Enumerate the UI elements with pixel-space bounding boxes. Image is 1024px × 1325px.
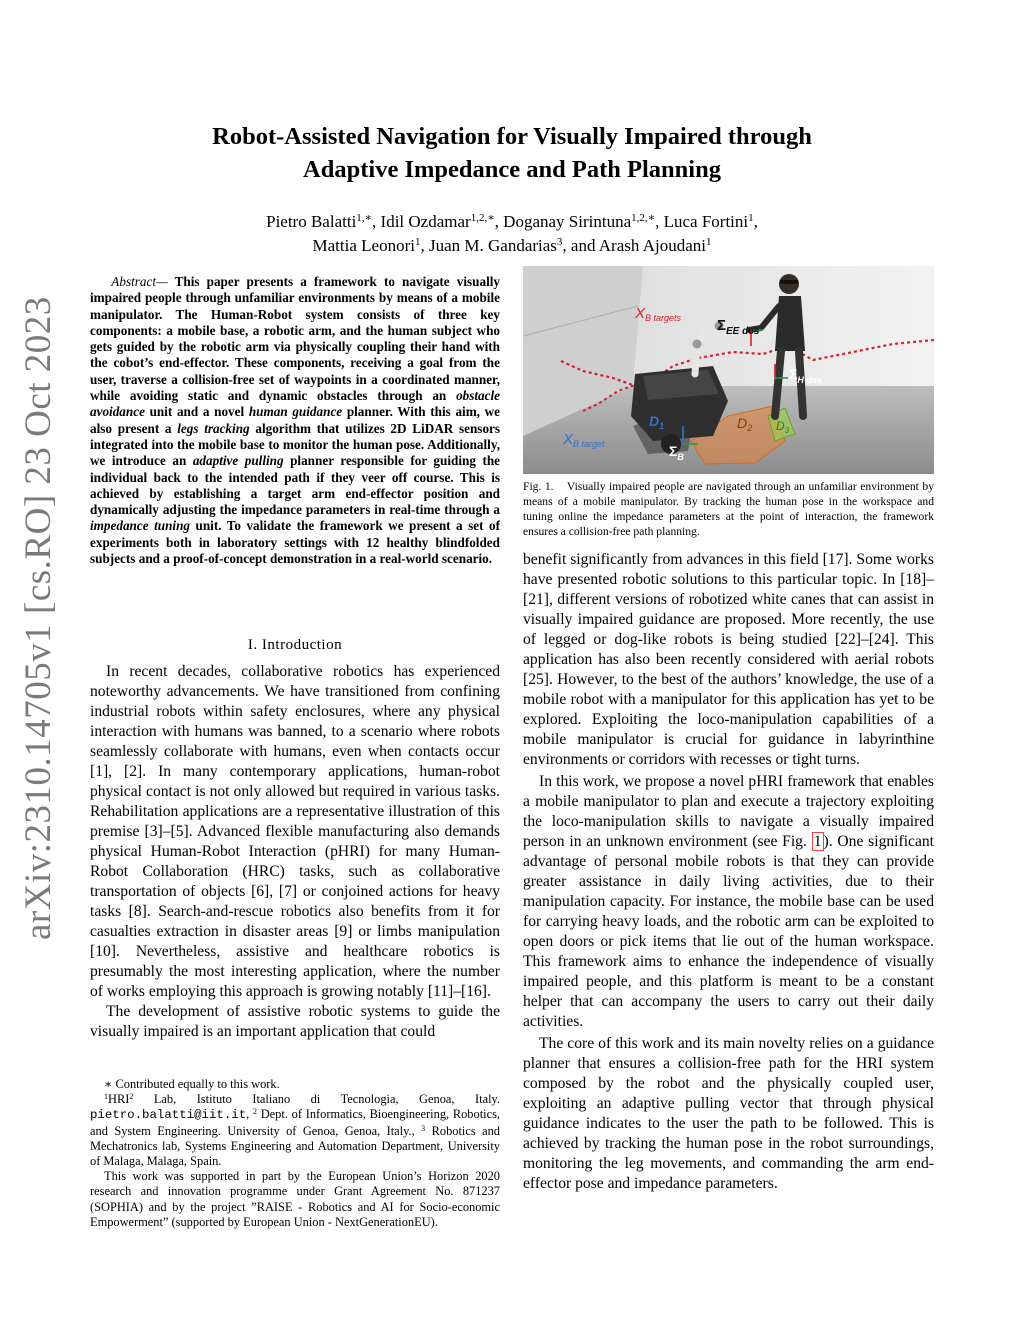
author-name: Idil Ozdamar [380,212,471,231]
separator: , [753,212,758,231]
paragraph: benefit significantly from advances in this field [17]. Some works have presented robotic solutions to this particular topic. In [18]–[21], different versions of robotized white canes that can assist in visually impaired guidance are proposed. More recently, the use of legged or dog-like robots is being studied [22]–[24]. This application has also been recently considered with aerial robots [25]. However, to the best of the authors’ knowledge, the use of a mobile robot with a manipulator for this application has yet to be explored. Exploiting the loco-manipulation capabilities of a mobile manipulator is crucial for guidance in labyrinthine environments or corridors with recesses or tight turns. [523,551,934,768]
separator: , [494,212,499,231]
author-line-2 [90,234,934,258]
affiliation-mark: 1,2,∗ [631,212,656,224]
abstract-label: Abstract— [111,274,168,289]
figure-caption [523,479,934,539]
footnotes [90,1077,500,1230]
separator: , [372,212,377,231]
author-name: Pietro Balatti [266,212,357,231]
footnote-mark: 3 [421,1123,426,1133]
footnote-text: Dept. of Informatics, Bioengineering, Robotics, and System Engineering. University of Genoa, Genoa, Italy., [90,1107,500,1138]
email-link[interactable]: pietro.balatti@iit.it [90,1108,247,1123]
caption-text: Visually impaired people are navigated through an unfamiliar environment by means of a mobile manipulator. By tracking the human pose in the workspace and tuning online the impedance parameters at the point of interaction, the framework ensures a collision-free path planning. [523,480,934,538]
abstract-text: algorithm that utilizes 2D LiDAR sensors integrated into the mobile base to monitor the human pose. Additionally, we introduce an [90,420,501,469]
abstract-text: planner responsible for guiding the individual back to the intended path if they veer off course. This is achieved by establishing a target arm end-effector position and dynamically adjusting the impedance parameters in real-time through a [90,453,501,518]
affiliation-mark: 1,2,∗ [470,212,495,224]
footnote-affiliations [90,1092,500,1169]
arxiv-watermark: arXiv:2310.14705v1 [cs.RO] 23 Oct 2023 [18,296,59,940]
abstract-text: planner. With this aim, we also present a [90,404,501,436]
author-list [90,210,934,258]
label-d3: $D_3$ [776,419,790,435]
abstract-term: legs tracking [177,420,250,436]
figure-1 [523,266,934,474]
separator: , [655,212,660,231]
affiliation-mark: 1,∗ [356,212,373,224]
paragraph: In recent decades, collaborative robotics has experienced noteworthy advancements. We have transitioned from confining industrial robots within safety enclosures, where any physical interaction with humans was banned, to a scenario where robots seamlessly collaborate with humans, even when contacts occur [1], [2]. In many contemporary applications, human-robot physical contact is not only allowed but required in various tasks. Rehabilitation applications are a representative illustration of this premise [3]–[5]. Advanced flexible manufacturing also demands physical Human-Robot Interaction (pHRI) for many Human-Robot Collaboration (HRC) tasks, such as collaborative transportation of objects [6], [7] or conjoined actions for heavy tasks [8]. Search-and-rescue robotics also benefits from it for casualties extraction in disaster areas [9] or limbs manipulation [10]. Nevertheless, assistive and healthcare robotics is presumably the most interesting application, where the number of works employing this approach is growing notably [11]–[16]. [90,663,500,1000]
paragraph: The core of this work and its main novelty relies on a guidance planner that ensures a collision-free path for the HRI system composed by the robot and the physically coupled user, exploiting an adaptive pulling vector that through physical guidance indicates to the user the path to be followed. This is achieved by tracking the human pose in the robot surroundings, monitoring the leg movements, and commanding the arm end-effector pose and impedance parameters. [523,1035,934,1192]
footnote-equal-contribution: ∗ Contributed equally to this work. [104,1077,280,1091]
abstract [90,274,500,567]
footnote-funding: This work was supported in part by the European Union’s Horizon 2020 research and innovation programme under Grant Agreement No. 871237 (SOPHIA) and by the project ”RAISE - Robotics and AI for Socio-economic Empowerment” (supported by European Union - NextGenerationEU). [90,1169,500,1229]
label-d1: $D_1$ [649,413,665,431]
figure-1-illustration [523,266,934,474]
right-column-body [523,550,934,1196]
author-name: Doganay Sirintuna [503,212,632,231]
abstract-term: impedance tuning [90,518,191,534]
affiliation-mark: 1 [748,212,754,224]
footnote-mark: 2 [253,1107,257,1117]
paragraph-text: In this work, we propose a novel pHRI framework that enables a mobile manipulator to plan and execute a trajectory exploiting the loco-manipulation skills to navigate a visually impaired person in an unknown environment (see Fig. [523,773,934,850]
label-sigma-h-des: $\Sigma_{H des}$ [789,366,822,385]
footnote-text: , [246,1107,250,1122]
affiliation-mark: 1 [414,236,421,248]
abstract-text: unit and a novel [149,404,245,420]
label-sigma-ee-des: $\Sigma_{EE des}$ [717,317,760,337]
label-xb-target: $X_{B target}$ [563,431,605,449]
left-column-body [90,662,500,1042]
author-line-1 [90,210,934,234]
label-sigma-b: $\Sigma_B$ [669,443,684,462]
caption-label: Fig. 1. [523,480,554,493]
author-name: Mattia Leonori [312,236,415,255]
paragraph [523,772,934,1032]
separator: , [420,236,425,255]
paragraph: The development of assistive robotic systems to guide the visually impaired is an important application that could [90,1003,500,1040]
footnote-text: Robotics and Mechatronics lab, Systems Engineering and Automation Department, University of Malaga, Malaga, Spain. [90,1123,500,1169]
abstract-term: human guidance [248,404,343,420]
arm-joint [693,340,702,349]
label-xb-targets: $X_{B targets}$ [635,305,682,323]
title-line-2: Adaptive Impedance and Path Planning [303,156,721,183]
abstract-term: obstacle avoidance [90,388,501,420]
label-d2: $D_2$ [737,415,753,433]
footnote-text: HRI [108,1092,130,1107]
author-name: Arash Ajoudani [598,236,706,255]
author-name: Juan M. Gandarias [428,236,557,255]
figure-reference-link[interactable]: 1 [813,833,822,850]
title-line-1: Robot-Assisted Navigation for Visually Impaired through [212,123,812,150]
affiliation-mark: 1 [705,236,712,248]
footnote-mark: 2 [129,1092,134,1102]
conjunction: and [570,236,596,255]
abstract-text: unit. To validate the framework we present a set of experiments both in laboratory settings with 12 healthy blindfolded subjects and a proof-of-concept demonstration in a real-world scenario. [90,518,500,567]
blindfold [780,280,798,284]
paragraph-text: ). One significant advantage of personal mobile robots is that they can provide greater assistance in daily living activities, due to their manipulation capacity. For instance, the mobile base can be used for carrying heavy loads, and the robotic arm can be exploited to open doors or pick items that lie out of the human workspace. This framework aims to enhance the independence of visually impaired people, and this platform is meant to be a constant helper that can accompany the users to carry out their daily activities. [523,833,934,1030]
paper-title [90,120,934,186]
section-heading: I. Introduction [247,637,343,653]
footnote-text: Lab, Istituto Italiano di Tecnologia, Genoa, Italy. [153,1092,500,1107]
affiliation-mark: 3 [556,236,563,248]
author-name: Luca Fortini [663,212,749,231]
abstract-term: adaptive pulling [192,453,284,469]
footnote-mark: 1 [104,1092,108,1102]
abstract-text: This paper presents a framework to navigate visually impaired people through unfamiliar environments by means of a mobile manipulator. The Human-Robot system consists of three key components: a mobile base, a robotic arm, and the human subject who gets guided by the robotic arm via physically coupling their hand with the cobot’s end-effector. These components, receiving a goal from the user, traverse a collision-free set of waypoints in a coordinated manner, while avoiding static and dynamic obstacles through an [90,274,500,404]
separator: , [562,236,567,255]
